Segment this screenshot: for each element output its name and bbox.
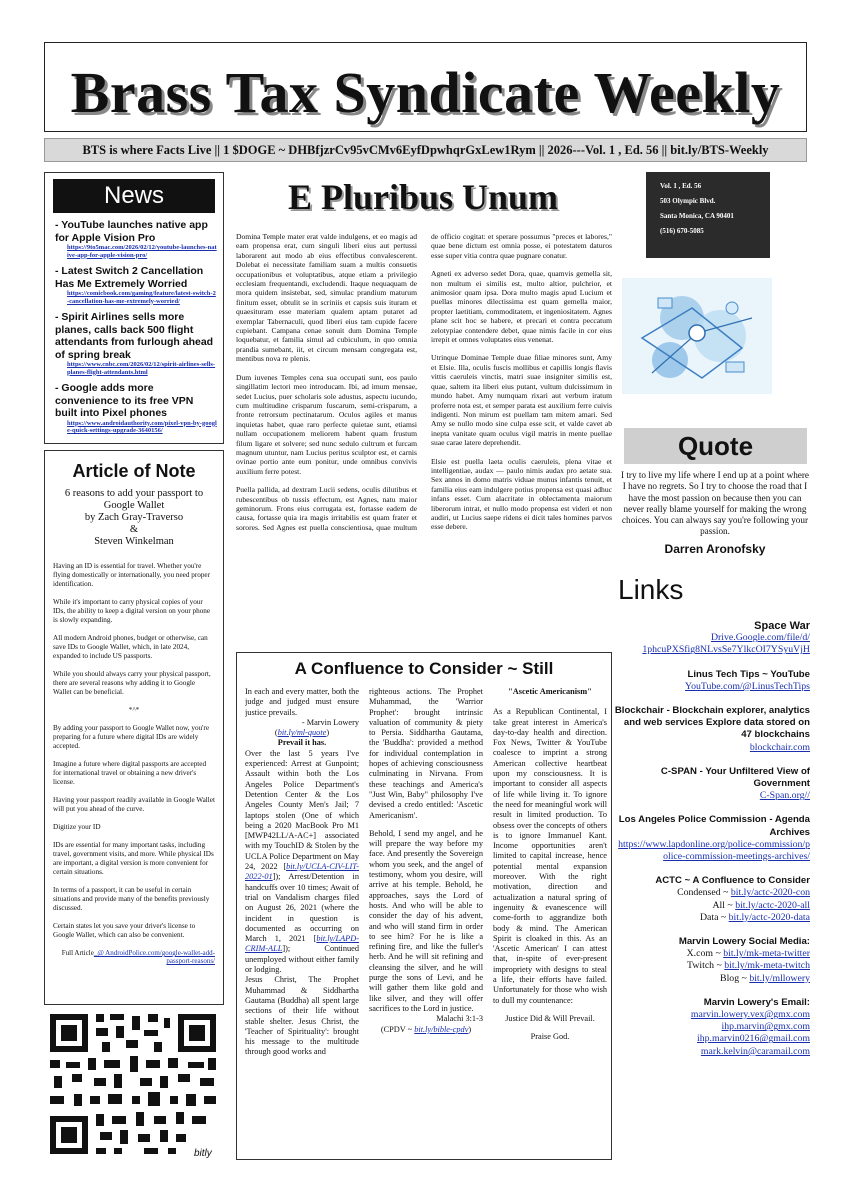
confluence-columns (245, 687, 607, 1155)
email-link[interactable]: mark.kelvin@caramail.com (700, 1045, 810, 1057)
full-article-label: Full Article (61, 949, 94, 957)
social-link[interactable]: bit.ly/mk-meta-twitter (723, 948, 810, 960)
qr-code[interactable] (44, 1010, 222, 1160)
link-group-social (614, 936, 810, 985)
article-paragraph: In terms of a passport, it can be useful in certain situations and provide many of the benefits previously discussed. (53, 886, 210, 912)
confluence-scripture: Behold, I send my angel, and he will prepare the way before my face. And presently the Sovereign whom you seek, and the angel of testimony, whom you desire, will arrive at his temple. Behold, he approaches, says the Lord of hosts. And who will be able to consider the day of his advent, and who will stand firm in order to see him? For he is like a refining fire, and like the fuller's herb. And he will sit refining and cleansing the silver, and he will purge the sons of Levi, and he will gather them like gold and like silver, and they will offer sacrifices to the Lord in justice. (369, 828, 483, 1013)
full-article (53, 949, 215, 965)
social-row (614, 948, 810, 960)
social-label: Twitch ~ (687, 960, 725, 972)
article-of-note-title: Article of Note (72, 461, 196, 481)
link-group-space-war (614, 620, 810, 657)
latin-paragraph: Utrinque Dominae Temple duae filiae minores sunt, Amy et Elsie. Illa, oculis fuscis mollibus et capillis longis flavis vittis caeruleis vinctis, matri suae insigniter similis est, quae, saltem ita liberi eius putant, vultum dulcissimum in mundo habet. Amy numquam rixari aut verbum iratum proferre nota est, et semper parata est auxilium ferre cuivis indigenti. Non mirum est puellam tam mitem amari. Sed Amy se nullo modo sine culpa esse scit, et valde cavet ab inepta vanitate quam oculus vigil matris in mente puellae suae carae latere deprehendit. (431, 353, 612, 448)
address-vol: Vol. 1 , Ed. 56 (660, 182, 702, 190)
latin-paragraph: Domina Temple mater erat valde indulgens, et eo magis ad eam propensa erat, cum singuli liberi eius aut pertussi laborarent aut modo ab eius effectibus convalescerent. Dolebat ei necessitate familiam suam a multis consuetis occupationibus et voluptatibus, atque etiam a privilegio ecclesiam frequentandi, excludendi. Itaque nequaquam de mora quidem insistebat, sed, simulac prandium maturum finitum esset, obtulit se in scriniis et capsis suis ituram et quaesituram esse materiam qualem aptam putaret ad exemplar Tabernaculi, quod liberi eius tam cupide facere cupiebant. Campana cenae sonuit dum Domina Temple loquebatur, et familia simul ad cubiculum, in quo omnia prandia sumebant, iit, et circum mensam congregata est, mentibus nova re plenis. (236, 232, 417, 364)
link-group-cspan (614, 766, 810, 803)
lapd-commission-link[interactable]: https://www.lapdonline.org/police-commission/police-commission-meetings-archives/ (618, 838, 810, 863)
email-link[interactable]: ihp.marvin@gmx.com (721, 1021, 810, 1033)
confluence-attr-link-line: (bit.ly/ml-quote) (274, 728, 330, 738)
newspaper-title: Brass Tax Syndicate Weekly (70, 60, 781, 125)
latin-paragraph: Elsie est puella laeta oculis caeruleis, plena vitae et intelligentiae, audax — paulo nimis audax pro aetate sua. Sex annos in domo matris viduae munus infantis tenuit, et familia eius eam indulgere potius propensa est quasi adhuc infans esset. Cum alacritate in oblectamenta maiorum liberorum intrat, et nullo modo propensa est videri et non audiri, ut Lucius saepe ridens ei dicit tales homines parvos esse debere. (431, 456, 612, 532)
confluence-experience (245, 749, 359, 976)
scripture-cite: Malachi 3:1-3 (436, 1014, 483, 1024)
cspan-link[interactable]: C-Span.org// (759, 790, 810, 802)
email-link[interactable]: marvin.lowery.vex@gmx.com (690, 1009, 810, 1021)
scripture-source (369, 1025, 483, 1035)
news-headline: - Latest Switch 2 Cancellation Has Me Extremely Worried (55, 265, 204, 290)
quote-header: Quote (624, 428, 807, 464)
banner-strip: BTS is where Facts Live || 1 $DOGE ~ DHBfjzrCv95vCMv6EyfDpwhqrGxLew1Rym || 2026---Vol. 1 , Ed. 56 || bit.ly/BTS-Weekly (44, 138, 807, 162)
article-of-note (44, 450, 224, 1005)
article-headline: 6 reasons to add your passport to Google Wallet (64, 488, 204, 511)
article-separator: *^* (128, 706, 140, 714)
confluence-col-3 (493, 687, 607, 1155)
article-paragraph: Having an ID is essential for travel. Whether you're flying domestically or internationally, you need proper identification. (53, 562, 211, 588)
article-paragraph: All modern Android phones, budget or otherwise, can save IDs to Google Wallet, which, in late 2024, expanded to include US passports. (53, 634, 208, 660)
links-header: Links (618, 574, 684, 605)
link-group-title: Space War (754, 620, 810, 632)
actc-label: Data ~ (699, 911, 729, 923)
quote-author: Darren Aronofsky (664, 542, 766, 556)
experience-text: ]); Continued unemployed without either family or lodging. (245, 944, 359, 975)
social-link[interactable]: bit.ly/mk-meta-twitch (724, 960, 810, 972)
bible-cpdv-link[interactable]: bit.ly/bible-cpdv (414, 1024, 469, 1034)
address-phone: (516) 670-5085 (660, 227, 704, 235)
main-headline: E Pluribus Unum (287, 177, 559, 217)
address-city: Santa Monica, CA 90401 (660, 212, 734, 220)
actc-row (614, 900, 810, 912)
confluence-box (236, 652, 612, 1160)
link-group-title: ACTC ~ A Confluence to Consider (655, 875, 810, 887)
article-paragraph: Certain states let you save your driver's license to Google Wallet, which can also be convenient. (53, 922, 196, 939)
social-row (614, 960, 810, 972)
link-group-title: Los Angeles Police Commission - Agenda Archives (618, 814, 810, 838)
social-label: Blog ~ (720, 972, 750, 984)
article-paragraph: While it's important to carry physical copies of your IDs, the ability to keep a digital version on your phone is slowly expanding. (53, 598, 211, 624)
justice-line: Justice Did & Will Prevail. (505, 1013, 595, 1023)
article-ampersand: & (129, 524, 139, 535)
news-item (55, 219, 217, 259)
confluence-col-1 (245, 687, 359, 1155)
confluence-intro: In each and every matter, both the judge and judged must ensure justice prevails. (245, 687, 359, 717)
actc-label: Condensed ~ (677, 887, 731, 899)
news-item (55, 311, 217, 376)
full-article-link[interactable]: _@ AndroidPolice.com/google-wallet-add-passport-reasons/ (93, 949, 215, 965)
ascetic-body: As a Republican Continental, I take great interest in America's day-to-day health and direction. Fox News, Twitter & YouTube coalesce to imprint a strong American collective heartbeat upon my consciousness. It is important to consider all aspects of life while living it. To ignore the need for meaningful work will result in limited production. To obsess over the concepts of others is to ignore Immanuel Kant. Income opportunities aren't limited to capital increase, hence potential mental expansion moreover. With the right motivation, direction and actualization a natural spring of ingenuity & evanescence will come-forth to aggrandize both body & mind. The American Spirit is cloaked in this. As an 'Ascetic American' I can attest that, in-spite of ever-present impropriety with designs to steal a life, their efforts have failed. Unfortunately for those who wish to dull my countenance: (493, 707, 607, 1005)
link-group-title: Blockchair - Blockchain explorer, analytics and web services Explore data stored on 47 blockchains (614, 705, 810, 741)
link-group-title: Marvin Lowery's Email: (703, 996, 810, 1008)
news-link[interactable]: https://www.androidauthority.com/pixel-vpn-by-google-quick-settings-upgrade-3640156/ (67, 419, 217, 434)
ml-quote-link[interactable]: bit.ly/ml-quote (277, 728, 327, 738)
news-link[interactable]: https://comicbook.com/gaming/feature/latest-switch-2-cancellation-has-me-extremely-worried/ (67, 290, 216, 305)
article-paragraph: IDs are essential for many important tasks, including travel, government visits, and more. While physical IDs are important, a digital version is more convenient for certain situations. (53, 841, 214, 876)
experience-text: ]); Arrest/Detention in handcuffs over 10 times; Await of trial on Vandalism charges filed on August 26, 2021 (where the incident in question is documented as occurring on March 1, 2021 [ (245, 872, 359, 944)
actc-row (614, 912, 810, 924)
link-group-linus (614, 669, 810, 693)
social-label: X.com ~ (686, 948, 724, 960)
confluence-attribution (245, 718, 359, 728)
attribution-name: - Marvin Lowery (301, 717, 359, 727)
news-header: News (53, 179, 215, 213)
confluence-title: A Confluence to Consider ~ Still (294, 659, 554, 678)
article-headline-block (53, 488, 215, 548)
qr-code-icon (44, 1010, 222, 1160)
actc-label: All ~ (712, 899, 736, 911)
article-paragraph: By adding your passport to Google Wallet now, you're preparing for a future where digital IDs are widely accepted. (53, 724, 210, 750)
news-link[interactable]: https://www.cnbc.com/2026/02/12/spirit-airlines-sells-planes-flight-attendants.html (67, 361, 216, 376)
article-byline: by Zach Gray-Traverso (84, 512, 184, 523)
space-illustration (622, 278, 772, 394)
confluence-teachers: Jesus Christ, The Prophet Muhammad & Siddhartha Gautama (Buddha) all spent large sections of their life without stable shelter. Jesus Christ, the 'Teacher of Spirituality': brought his message to the multitude through good works and (245, 975, 359, 1057)
link-group-lapd (614, 814, 810, 863)
space-war-link[interactable]: 1phcuPXSfig8NLvsSe7YlkcOI7YSyuVjH (642, 644, 810, 656)
news-item (55, 265, 217, 305)
news-headline: - YouTube launches native app for Apple Vision Pro (55, 219, 208, 244)
latin-paragraph: Agneti ex adverso sedet Dora, quae, quamvis gemella sit, non multum ei similis est, multo altior, pulchrior, et animosior quam ipsa. Dora multo magis apud Lucium et puellas minores dilectissima est quam gemella maior, propter laetitiam, commoditatem, et ingeniositatem. Agnes plane scit hoc se habere, et precari et contra peccatum zelotypiae contendere debet, quae nimis facile in cor eius irrepit et omnes voluptates eius venenat. (431, 269, 612, 345)
confluence-credo: righteous actions. The Prophet Muhammad, the 'Warrior Prophet': brought intrinsic valuation of community & piety to Persia. Siddhartha Gautama, the 'Buddha': provided a method for individual contemplation in hopes of achieving consciousness culminating in Nirvana. From these teachings and America's "Just Win, Baby" philosophy I've devised a credo entitled: 'Ascetic Americanism'. (369, 687, 483, 820)
linus-link[interactable]: YouTube.com/@LinusTechTips (684, 680, 810, 692)
actc-link[interactable]: bit.ly/actc-2020-all (735, 899, 810, 911)
ascetic-heading: "Ascetic Americanism" (508, 687, 592, 696)
links-list (614, 620, 810, 1070)
bitly-logo: bitly (194, 1148, 212, 1159)
latin-paragraph: Puella pallida, ad dextram Lucii sedens, oculis dilutibus et rubescentibus ob tussis effectum, est Agnes, natu maior geminorum. Frons eius corrugata est, fortasse eadem de causa, fortasse quia ira magis irritabilis est quam frater et sorores. Sed Agnes est puella conscientiosa, quae multum de officio cogitat: et sperare possumus "preces et labores," quae bene dictum est omnia posse, ei potestatem daturos esse super vitia contra quae pugnare conatur. (236, 232, 612, 532)
actc-link[interactable]: bit.ly/actc-2020-con (730, 887, 810, 899)
article-coauthor: Steven Winkelman (94, 536, 174, 547)
actc-link[interactable]: bit.ly/actc-2020-data (728, 911, 810, 923)
link-group-email (614, 997, 810, 1058)
quote-text: I try to live my life where I end up at a point where I have no regrets. So I try to choose the road that I have the most passion on because then you can never really blame yourself for making the wrong choices. You can always say you're following your passion. (620, 470, 810, 537)
cpdv-label: (CPDV ~ (380, 1024, 415, 1034)
news-item (55, 382, 217, 435)
link-group-actc (614, 875, 810, 924)
address-street: 503 Olympic Blvd. (660, 197, 716, 205)
link-group-title: C-SPAN - Your Unfiltered View of Government (660, 765, 810, 790)
article-body (53, 562, 215, 965)
email-link[interactable]: ihp.marvin0216@gmail.com (697, 1033, 810, 1045)
article-paragraph: Imagine a future where digital passports are accepted for international travel or obtaining a new driver's license. (53, 760, 207, 786)
news-link[interactable]: https://9to5mac.com/2026/02/12/youtube-launches-native-app-for-apple-vision-pro/ (67, 244, 217, 259)
latin-article (236, 232, 612, 647)
news-list (55, 219, 217, 441)
address-box (646, 172, 770, 258)
link-group-title: Marvin Lowery Social Media: (678, 936, 810, 948)
experience-text: Over the last 5 years I've experienced: Arrest at Gunpoint; Assault within both the Los Angeles Police Department's Detention Center & the Los Angeles County Men's Jail; 7 laptops stolen (One of which being a 2020 MacBook Pro M1 [MWP42LL/A-AC+] associated with my TouchID & Stolen by the UCLA Police Department on May 24, 2022 [ (245, 748, 359, 872)
ucla-link[interactable]: bit.ly/UCLA-CIV-LIT-2022-01 (245, 862, 359, 882)
lapd-link[interactable]: bit.ly/LAPD-CRIM-ALL (245, 934, 359, 954)
social-row (614, 973, 810, 985)
space-war-link[interactable]: Drive.Google.com/file/d/ (710, 632, 810, 644)
masthead (44, 42, 807, 132)
cpdv-close: ) (468, 1024, 472, 1034)
social-link[interactable]: bit.ly/mllowery (749, 972, 810, 984)
prevail-line: Prevail it has. (277, 738, 327, 748)
actc-row (614, 887, 810, 899)
latin-paragraph: Dum iuvenes Temples cena sua occupati sunt, eos paulo singillatim lectori meo introducam. Ibi, ad imum mensae, sedet Lucius, puer scholaris sole adustus, aspectu iucundo, cum multitudine crisparum fuscarum, semi-crisparum, a fronte retrorsum pectinatarum. Oculos agiles et manus inquietas habet, quae raro perfecte quietae sunt, etiamsi nullam occupationem meliorem habent quam frustum filum ligare et solvere; sed nunc sedulo cultrum et furcam magnum utuntur, nam Lucius peritus sculptor est, et carnis ovinae portio ante eum ponitur, unde omnibus convivis auxilium ferre potest. (236, 372, 417, 476)
news-headline: - Google adds more convenience to its free VPN built into Pixel phones (55, 382, 194, 419)
confluence-col-2 (369, 687, 483, 1155)
article-paragraph: Having your passport readily available in Google Wallet will put you ahead of the curve. (53, 796, 215, 813)
news-box (44, 172, 224, 444)
praise-line: Praise God. (530, 1032, 570, 1042)
link-group-title: Linus Tech Tips ~ YouTube (687, 668, 810, 680)
article-subheading: Digitize your ID (53, 823, 101, 831)
mechanical-illustration-icon (622, 278, 772, 394)
blockchair-link[interactable]: blockchair.com (749, 741, 810, 753)
news-headline: - Spirit Airlines sells more planes, calls back 500 flight attendants from furlough ahead of spring break (55, 311, 214, 361)
article-paragraph: While you should always carry your physical passport, there are several reasons why adding it to Google Wallet can be beneficial. (53, 670, 211, 696)
link-group-blockchair (614, 705, 810, 754)
